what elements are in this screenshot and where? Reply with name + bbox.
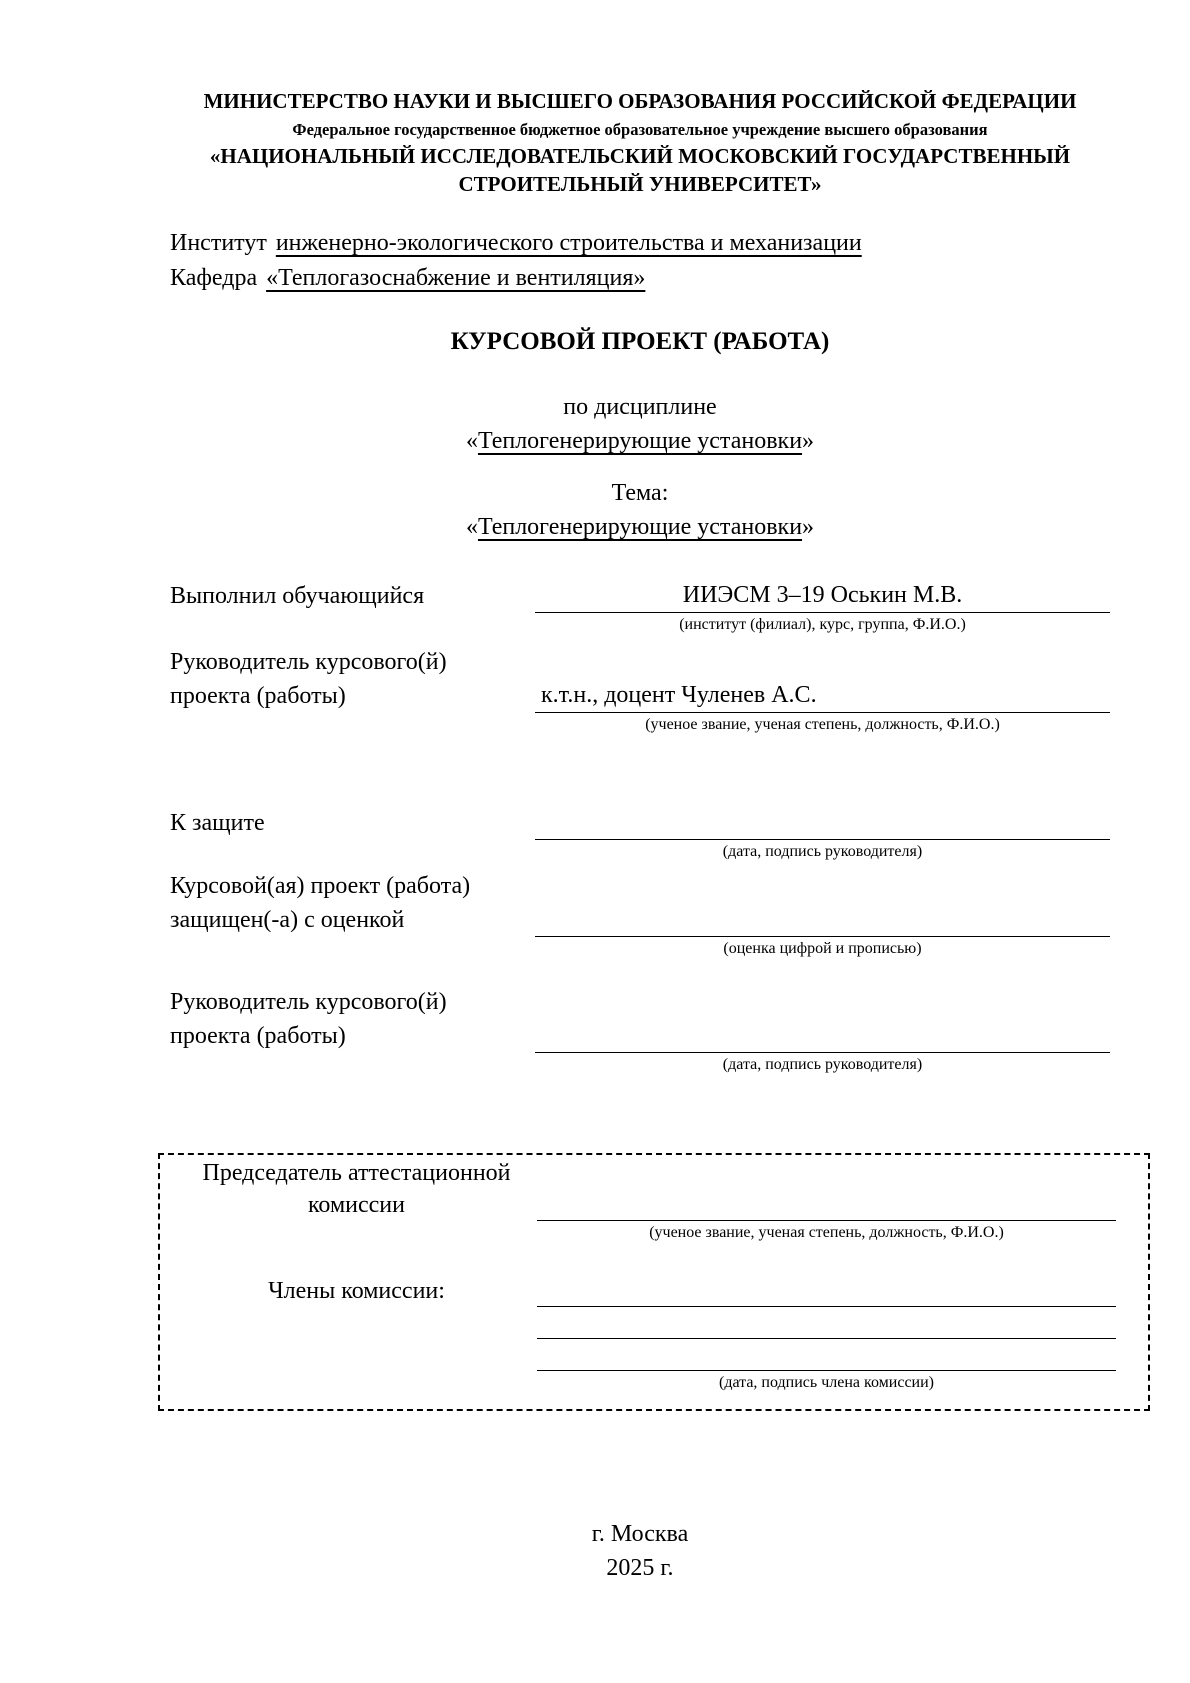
- members-field: [537, 1275, 1116, 1395]
- chair-signature-line: [537, 1187, 1116, 1221]
- institute-value: инженерно-экологического строительства и механизации: [275, 230, 862, 257]
- university-name: «НАЦИОНАЛЬНЫЙ ИССЛЕДОВАТЕЛЬСКИЙ МОСКОВСКИЙ ГОСУДАРСТВЕННЫЙ СТРОИТЕЛЬНЫЙ УНИВЕРСИТЕТ»: [209, 143, 1071, 196]
- member-signature-line-3: [537, 1339, 1116, 1371]
- grade-caption: (оценка цифрой и прописью): [723, 939, 922, 957]
- open-quote: «: [465, 513, 478, 540]
- doc-type-title: КУРСОВОЙ ПРОЕКТ (РАБОТА): [450, 328, 830, 356]
- row-commission-members: [176, 1275, 1116, 1395]
- supervisor-field: [535, 678, 1110, 737]
- supervisor-label-line1: Руководитель курсового(й): [170, 648, 447, 675]
- open-quote: «: [465, 427, 478, 454]
- department-value: «Теплогазоснабжение и вентиляция»: [266, 265, 646, 292]
- footer-city: г. Москва: [591, 1520, 689, 1547]
- department-line: [170, 261, 1110, 296]
- discipline-line: [170, 424, 1110, 458]
- performer-value: ИИЭСМ 3–19 Оськин М.В.: [535, 578, 1110, 613]
- supervisor-caption: (ученое звание, ученая степень, должность, Ф.И.О.): [645, 715, 1000, 733]
- ministry-heading: МИНИСТЕРСТВО НАУКИ И ВЫСШЕГО ОБРАЗОВАНИЯ РОССИЙСКОЙ ФЕДЕРАЦИИ: [203, 89, 1077, 113]
- member-signature-line-2: [537, 1307, 1116, 1339]
- grade-line: [535, 903, 1110, 937]
- institute-line: [170, 226, 1110, 261]
- discipline-label: по дисциплине: [563, 393, 717, 420]
- theme-block: [170, 476, 1110, 544]
- commission-box: [158, 1153, 1150, 1411]
- supervisor-sign-caption: (дата, подпись руководителя): [722, 1055, 923, 1073]
- theme-value: Теплогенерирующие установки: [477, 513, 803, 540]
- department-label: Кафедра: [170, 265, 258, 292]
- supervisor-sign-line: [535, 1019, 1110, 1053]
- supervisor-sign-field: [535, 1019, 1110, 1077]
- supervisor-sign-label-line2: проекта (работы): [170, 1022, 346, 1049]
- close-quote: »: [802, 513, 815, 540]
- row-supervisor-sign: [170, 985, 1110, 1077]
- grade-label-line2: защищен(-а) с оценкой: [170, 906, 405, 933]
- supervisor-label: [170, 645, 535, 737]
- chair-label: [176, 1157, 537, 1245]
- institute-label: Институт: [170, 230, 267, 257]
- member-signature-line-1: [537, 1275, 1116, 1307]
- theme-line: [170, 510, 1110, 544]
- row-commission-chair: [176, 1157, 1116, 1245]
- row-grade: [170, 869, 1110, 961]
- row-supervisor: [170, 645, 1110, 737]
- members-caption: (дата, подпись члена комиссии): [718, 1373, 934, 1391]
- org-lines: [170, 226, 1110, 296]
- row-defense: [170, 806, 1110, 864]
- discipline-value: Теплогенерирующие установки: [477, 427, 803, 454]
- discipline-block: [170, 390, 1110, 458]
- supervisor-value: к.т.н., доцент Чуленев А.С.: [535, 678, 1110, 713]
- chair-label-line2: комиссии: [307, 1191, 405, 1218]
- grade-label: [170, 869, 535, 961]
- defense-label: К защите: [170, 809, 265, 836]
- row-performer: [170, 578, 1110, 637]
- grade-field: [535, 903, 1110, 961]
- document-header: [170, 88, 1110, 198]
- members-label: Члены комиссии:: [268, 1277, 445, 1304]
- performer-field: [535, 578, 1110, 637]
- close-quote: »: [802, 427, 815, 454]
- defense-field: [535, 806, 1110, 864]
- supervisor-sign-label: [170, 985, 535, 1077]
- theme-label: Тема:: [611, 479, 669, 506]
- supervisor-sign-label-line1: Руководитель курсового(й): [170, 988, 447, 1015]
- footer-year: 2025 г.: [606, 1554, 674, 1581]
- grade-label-line1: Курсовой(ая) проект (работа): [170, 872, 471, 899]
- defense-caption: (дата, подпись руководителя): [722, 842, 923, 860]
- signature-form: [170, 578, 1110, 1077]
- institution-type-line: Федеральное государственное бюджетное образовательное учреждение высшего образования: [292, 119, 988, 139]
- performer-label: Выполнил обучающийся: [170, 582, 425, 609]
- chair-field: [537, 1187, 1116, 1245]
- supervisor-label-line2: проекта (работы): [170, 682, 346, 709]
- performer-caption: (институт (филиал), курс, группа, Ф.И.О.): [679, 615, 966, 633]
- footer: [170, 1517, 1110, 1585]
- chair-label-line1: Председатель аттестационной: [202, 1159, 511, 1186]
- chair-caption: (ученое звание, ученая степень, должность, Ф.И.О.): [649, 1223, 1004, 1241]
- defense-signature-line: [535, 806, 1110, 840]
